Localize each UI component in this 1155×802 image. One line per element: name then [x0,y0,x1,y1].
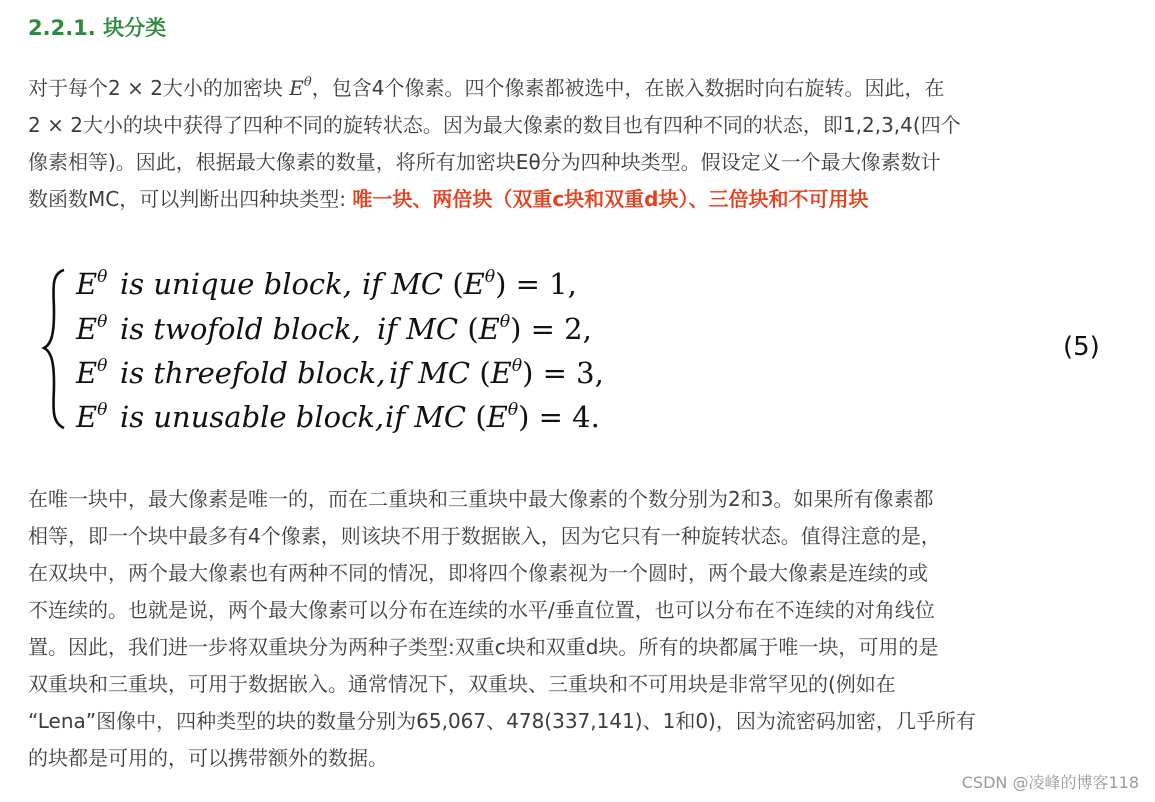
discussion-line: 置。因此，我们进一步将双重块分为两种子类型:双重c块和双重d块。所有的块都属于唯一块，可用的是 [28,635,939,659]
eq-condition: if MC [362,267,444,301]
equation-svg [40,252,1000,452]
intro-line-3: 像素相等)。因此，根据最大像素的数量，将所有加密块Eθ分为四种块类型。假设定义一个最大像素数计 [28,150,941,174]
discussion-line: “Lena”图像中，四种类型的块的数量分别为65,067、478(337,141)、1和0)，因为流密码加密，几乎所有 [28,709,976,733]
eq-block-type-text: is threefold block, [120,356,386,390]
eq-block-type-text: is twofold block, [120,312,361,346]
eq-symbol-e: E [76,356,98,390]
eq-arg-superscript: θ [499,312,511,332]
block-types-highlight: 唯一块、两倍块（双重c块和双重d块）、三倍块和不可用块 [352,187,869,211]
discussion-line: 在双块中，两个最大像素也有两种不同的情况，即将四个像素视为一个圆时，两个最大像素是连续的或 [28,561,928,585]
discussion-line: 双重块和三重块，可用于数据嵌入。通常情况下，双重块、三重块和不可用块是非常罕见的(例如在 [28,672,896,696]
equation-row [75,312,592,346]
intro-line-2: 2 × 2大小的块中获得了四种不同的旋转状态。因为最大像素的数目也有四种不同的状态，即1,2,3,4(四个 [28,113,961,137]
eq-arg-e: E [478,312,500,346]
eq-condition: if MC [389,356,471,390]
intro-line-4 [28,181,1140,218]
discussion-line: 的块都是可用的，可以携带额外的数据。 [28,746,388,770]
eq-arg-e: E [463,267,485,301]
eq-symbol-e: E [76,312,98,346]
intro-line-1-text: 对于每个2 × 2大小的加密块 [28,76,290,100]
eq-arg-superscript: θ [511,356,523,376]
left-brace [44,270,64,428]
eq-paren-close: ) [518,400,539,434]
discussion-line: 相等，即一个块中最多有4个像素，则该块不用于数据嵌入，因为它只有一种旋转状态。值得注意的是， [28,524,941,548]
intro-line-1 [28,70,1140,107]
eq-arg-superscript: θ [507,400,519,420]
eq-value: = 3, [542,356,604,390]
equation-row [75,400,600,434]
section-heading: 2.2.1. 块分类 [28,16,167,40]
block-classification-equation [40,252,1140,452]
intro-paragraph [28,70,1140,218]
eq-value: = 2, [530,312,592,346]
eq-arg-e: E [490,356,512,390]
intro-line-4-text: 数函数MC，可以判断出四种块类型: [28,187,353,211]
discussion-line: 在唯一块中，最大像素是唯一的，而在二重块和三重块中最大像素的个数分别为2和3。如果所有像素都 [28,487,934,511]
eq-symbol-e: E [76,267,98,301]
eq-condition: if MC [377,312,459,346]
eq-paren-close: ) [510,312,531,346]
eq-block-type-text: is unusable block, [120,400,385,434]
inline-math-base: E [289,76,304,100]
discussion-line: 不连续的。也就是说，两个最大像素可以分布在连续的水平/垂直位置，也可以分布在不连续的对角线位 [28,598,935,622]
eq-superscript: θ [97,267,108,287]
discussion-paragraph [28,481,1140,777]
equation-row [75,356,604,390]
eq-arg-e: E [486,400,508,434]
eq-superscript: θ [97,312,108,332]
eq-value: = 4. [538,400,600,434]
eq-block-type-text: is unique block, [120,267,352,301]
csdn-watermark: CSDN @凌峰的博客118 [961,773,1139,792]
eq-superscript: θ [97,356,108,376]
equation-row [75,267,577,301]
eq-arg-superscript: θ [484,267,496,287]
eq-paren-open: ( [443,267,464,301]
eq-paren-close: ) [522,356,543,390]
eq-paren-open: ( [466,400,487,434]
eq-paren-open: ( [458,312,479,346]
equation-number: (5) [1063,332,1100,362]
eq-superscript: θ [97,400,108,420]
inline-math-e-theta [289,76,311,100]
eq-condition: if MC [385,400,467,434]
eq-value: = 1, [515,267,577,301]
intro-line-1-rest: ，包含4个像素。四个像素都被选中，在嵌入数据时向右旋转。因此，在 [311,76,945,100]
eq-symbol-e: E [76,400,98,434]
eq-paren-open: ( [470,356,491,390]
equation-rows [75,267,604,434]
inline-math-sup: θ [303,75,312,90]
eq-paren-close: ) [495,267,516,301]
